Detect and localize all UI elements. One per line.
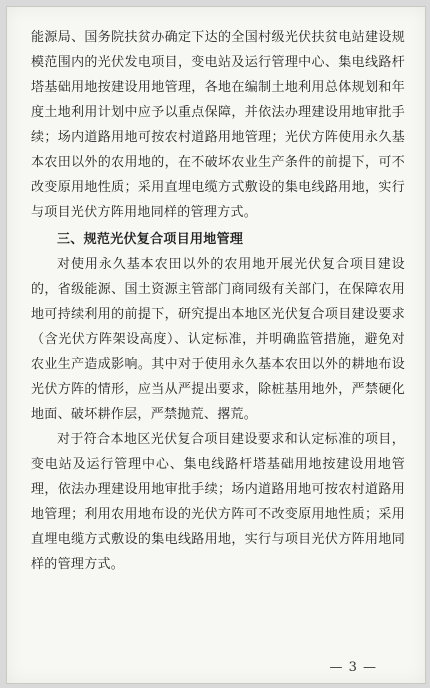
body-paragraph: 对使用永久基本农田以外的农用地开展光伏复合项目建设的，省级能源、国土资源主管部门商同级有关部门，在保障农用地可持续利用的前提下，研究提出本地区光伏复合项目建设要求（含光伏方阵架设高度）、认定标准，并明确监管措施，避免对农业生产造成影响。其中对于使用永久基本农田以外的耕地布设光伏方阵的情形，应当从严提出要求，除桩基用地外，严禁硬化地面、破坏耕作层，严禁抛荒、撂荒。 bbox=[31, 257, 405, 422]
body-paragraph: 对于符合本地区光伏复合项目建设要求和认定标准的项目，变电站及运行管理中心、集电线路杆塔基础用地按建设用地管理，依法办理建设用地审批手续；场内道路用地可按农村道路用地管理；利用农用地布设的光伏方阵可不改变原用地性质；采用直埋电缆方式敷设的集电线路用地，实行与项目光伏方阵用地同样的管理方式。 bbox=[31, 432, 405, 572]
document-body bbox=[31, 25, 405, 577]
document-page bbox=[6, 6, 426, 684]
page-number: — 3 — bbox=[329, 660, 377, 675]
body-paragraph: 能源局、国务院扶贫办确定下达的全国村级光伏扶贫电站建设规模范围内的光伏发电项目，变电站及运行管理中心、集电线路杆塔基础用地按建设用地管理，各地在编制土地利用总体规划和年度土地利用计划中应予以重点保障，并依法办理建设用地审批手续；场内道路用地可按农村道路用地管理；光伏方阵使用永久基本农田以外的农用地的，在不破坏农业生产条件的前提下，可不改变原用地性质；采用直埋电缆方式敷设的集电线路用地，实行与项目光伏方阵用地同样的管理方式。 bbox=[31, 30, 405, 220]
section-heading: 三、规范光伏复合项目用地管理 bbox=[57, 232, 244, 247]
